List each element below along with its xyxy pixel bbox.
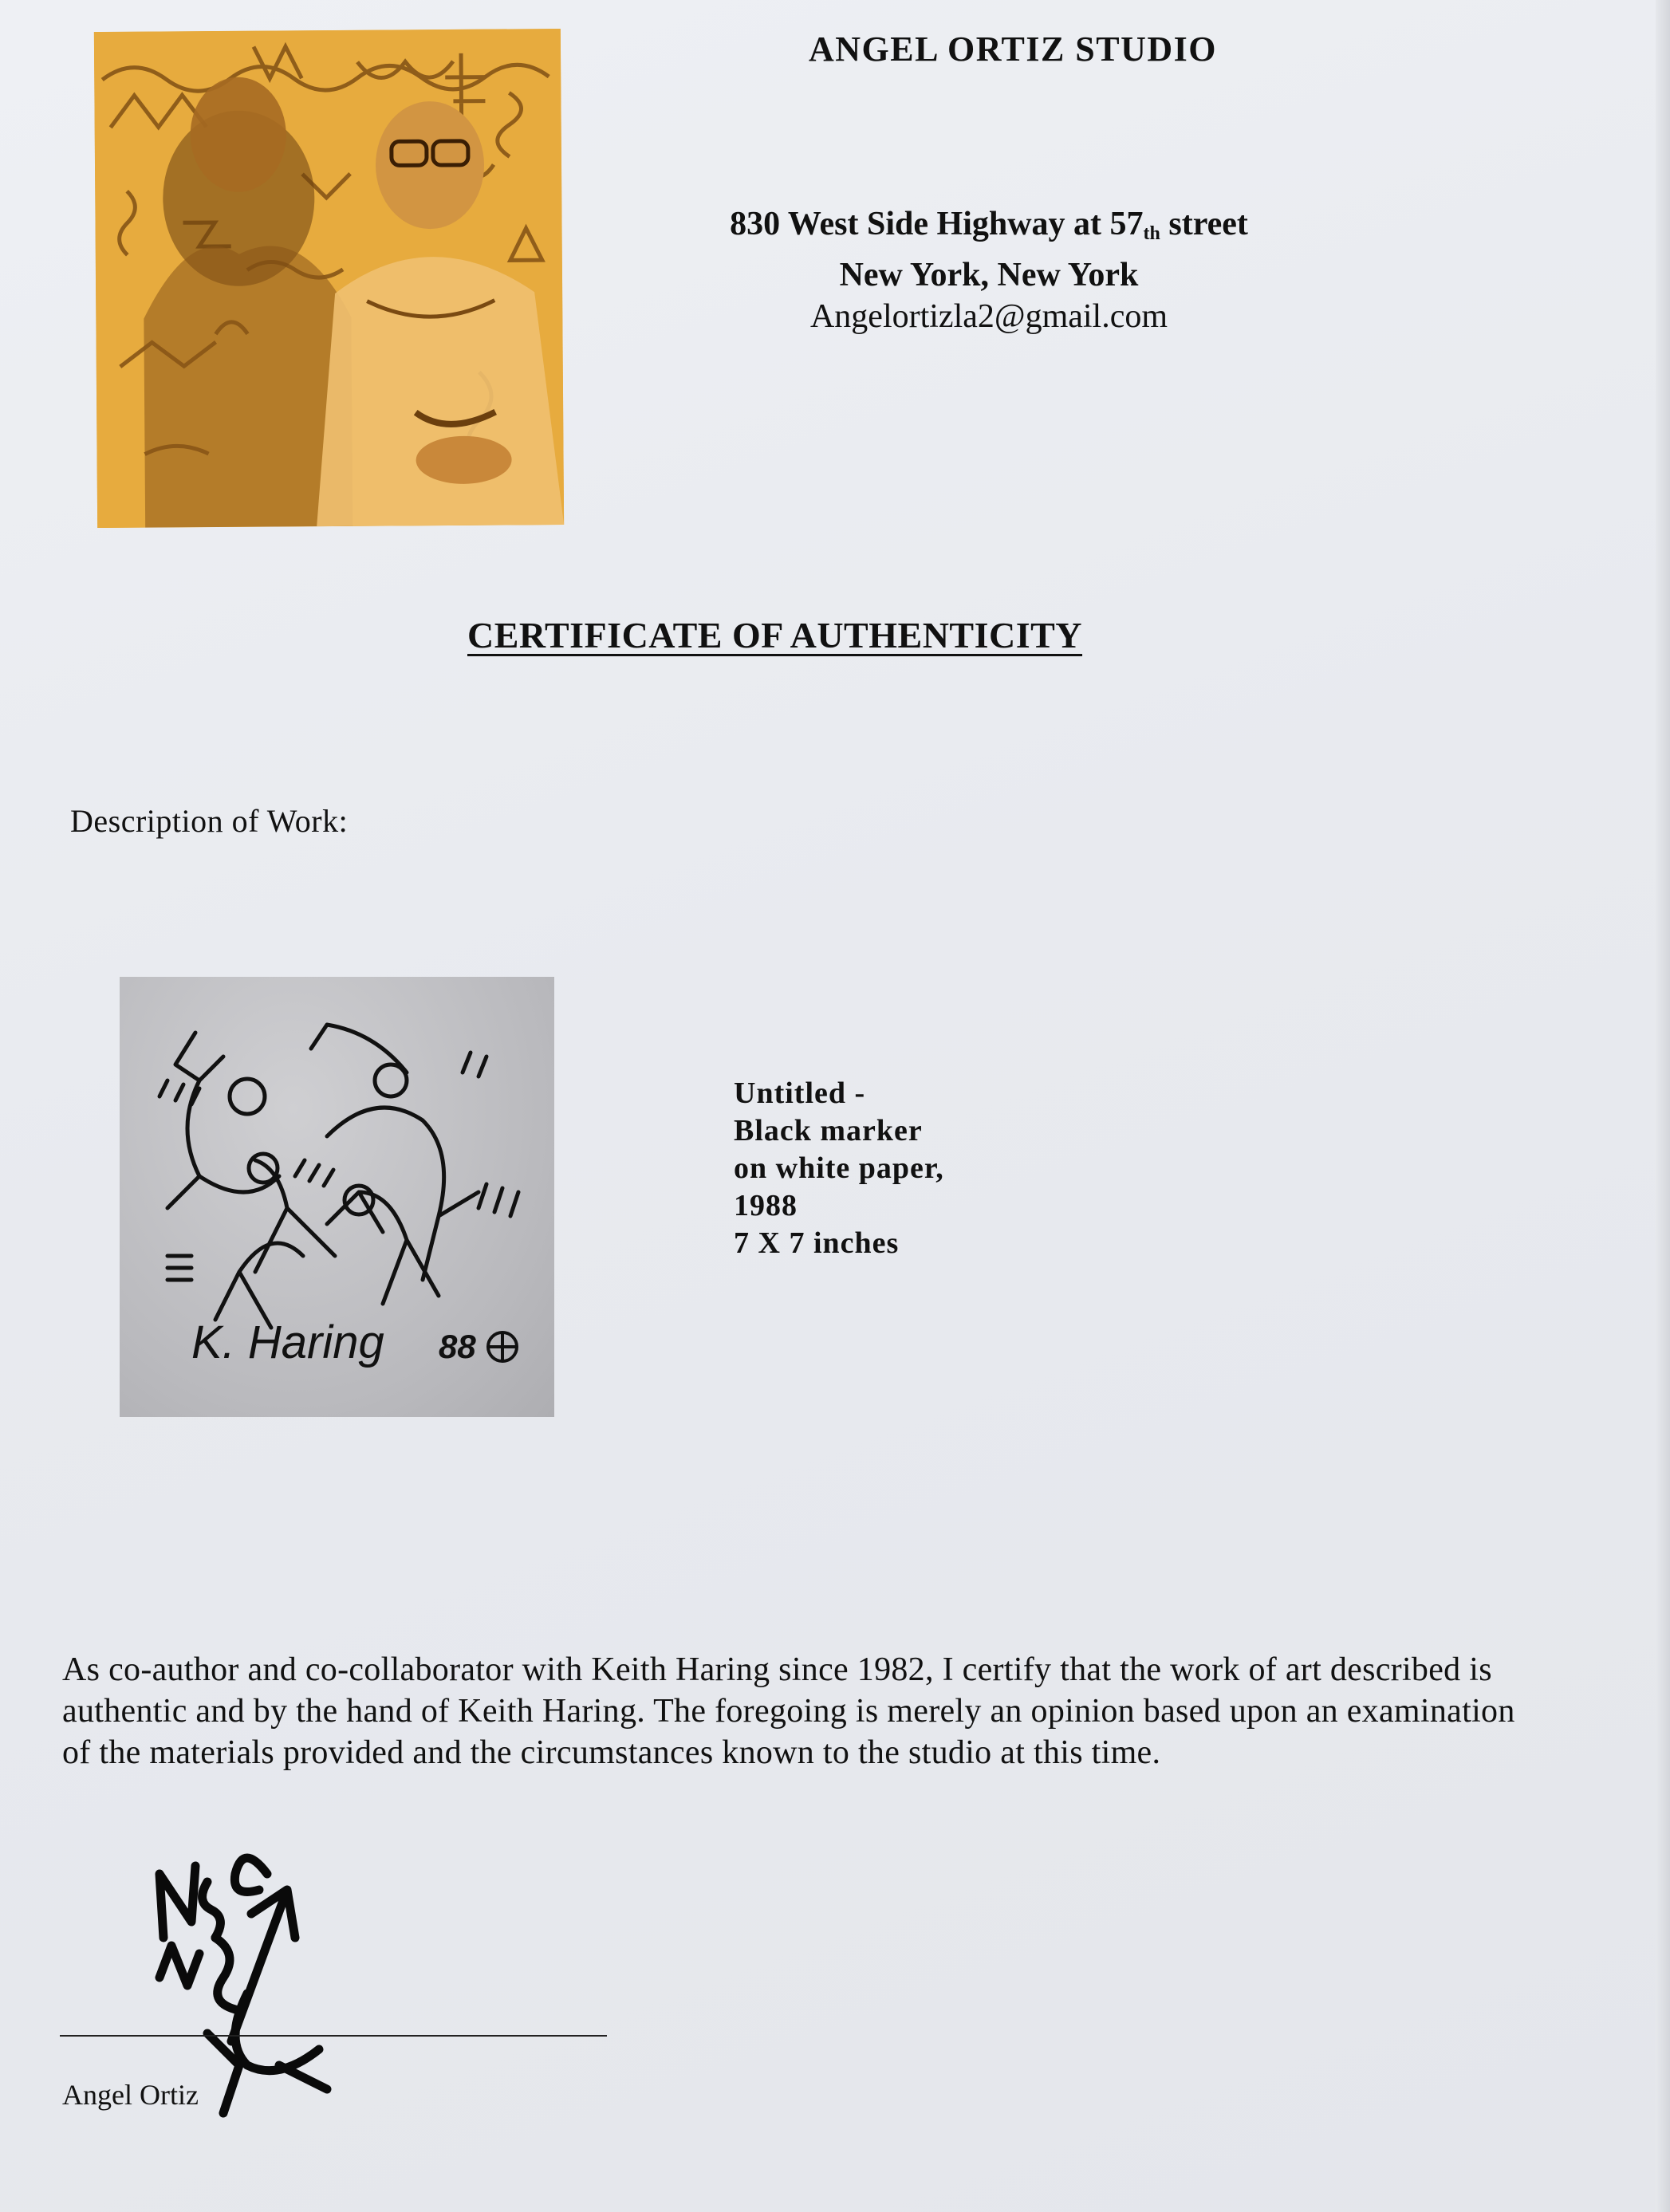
studio-name: ANGEL ORTIZ STUDIO xyxy=(808,30,1218,69)
signer-name: Angel Ortiz xyxy=(62,2079,199,2111)
work-details xyxy=(734,1075,944,1262)
artwork-image xyxy=(120,977,554,1417)
work-title: Untitled - xyxy=(734,1076,866,1110)
signature-line xyxy=(60,2035,607,2037)
certificate-title: CERTIFICATE OF AUTHENTICITY xyxy=(467,615,1083,655)
work-support: on white paper, xyxy=(734,1151,944,1185)
artwork-copyright-icon xyxy=(488,1332,517,1361)
address-city: New York, New York xyxy=(839,257,1139,293)
authenticity-statement: As co-author and co-collaborator with Keith Haring since 1982, I certify that the work of art described is authentic and by the hand of Keith Haring. The foregoing is merely an opinion based upon an examination of the materials provided and the circumstances known to the studio at this time. xyxy=(62,1651,1515,1771)
studio-photo xyxy=(94,29,564,528)
page-edge xyxy=(1656,0,1670,2212)
address-street: 830 West Side Highway at $57_{th}$ street xyxy=(730,206,1248,244)
studio-email: Angelortizla2@gmail.com xyxy=(809,298,1168,335)
studio-address xyxy=(622,203,1356,337)
work-size: 7 X 7 inches xyxy=(734,1226,900,1260)
artwork-year-mark: 88 xyxy=(439,1328,476,1365)
work-medium: Black marker xyxy=(734,1114,923,1147)
description-label: Description of Work: xyxy=(70,803,349,839)
artwork-signature: K. Haring xyxy=(191,1317,384,1368)
work-year: 1988 xyxy=(734,1189,798,1222)
